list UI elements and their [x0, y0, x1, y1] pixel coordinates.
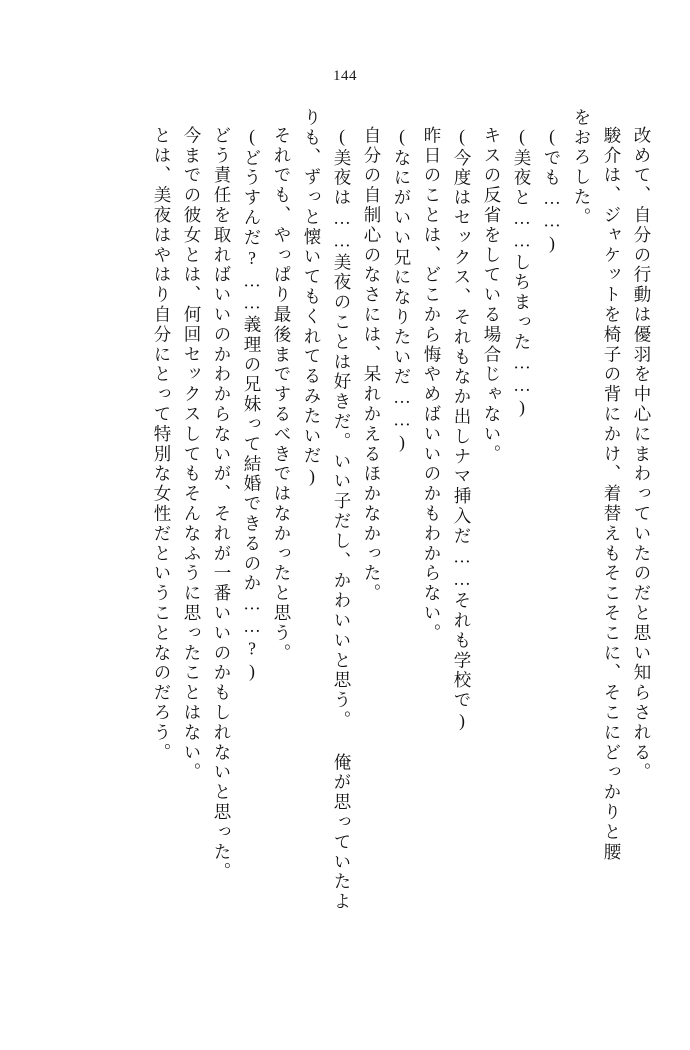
text-line: どう責任を取ればいいのかわからないが、それが一番いいのかもしれないと思った。 [212, 126, 232, 883]
text-line: キスの反省をしている場合じゃない。 [482, 126, 502, 465]
text-line: (でも……) [542, 126, 562, 256]
text-line: (どうすんだ?……義理の兄妹って結婚できるのか……?) [242, 126, 262, 684]
text-line: 自分の自制心のなさには、呆れかえるほかなかった。 [362, 126, 382, 604]
text-line: をおろした。 [572, 108, 592, 228]
text-line: とは、美夜はやはり自分にとって特別な女性だということなのだろう。 [152, 126, 172, 763]
text-line: (美夜は……美夜のことは好きだ。いい子だし、かわいいと思う。 俺が思っていたよ [332, 126, 352, 913]
vertical-text-body [36, 108, 650, 1008]
text-line: 今までの彼女とは、何回セックスしてもそんなふうに思ったことはない。 [182, 126, 202, 783]
text-line: それでも、やっぱり最後までするべきではなかったと思う。 [272, 126, 292, 664]
text-line: (今度はセックス、それもなか出しナマ挿入だ……それも学校で) [452, 126, 472, 733]
text-line: 駿介は、ジャケットを椅子の背にかけ、着替えもそこそこに、そこにどっかりと腰 [602, 126, 622, 863]
text-line: (美夜と……しちまった……) [512, 126, 532, 420]
text-line: (なにがいい兄になりたいだ……) [392, 126, 412, 455]
text-line: 改めて、自分の行動は優羽を中心にまわっていたのだと思い知らされる。 [632, 126, 652, 783]
text-line: 昨日のことは、どこから悔やめばいいのかもわからない。 [422, 126, 442, 644]
text-line: りも、ずっと懐いてもくれてるみたいだ) [302, 108, 322, 489]
page-number: 144 [333, 68, 357, 84]
